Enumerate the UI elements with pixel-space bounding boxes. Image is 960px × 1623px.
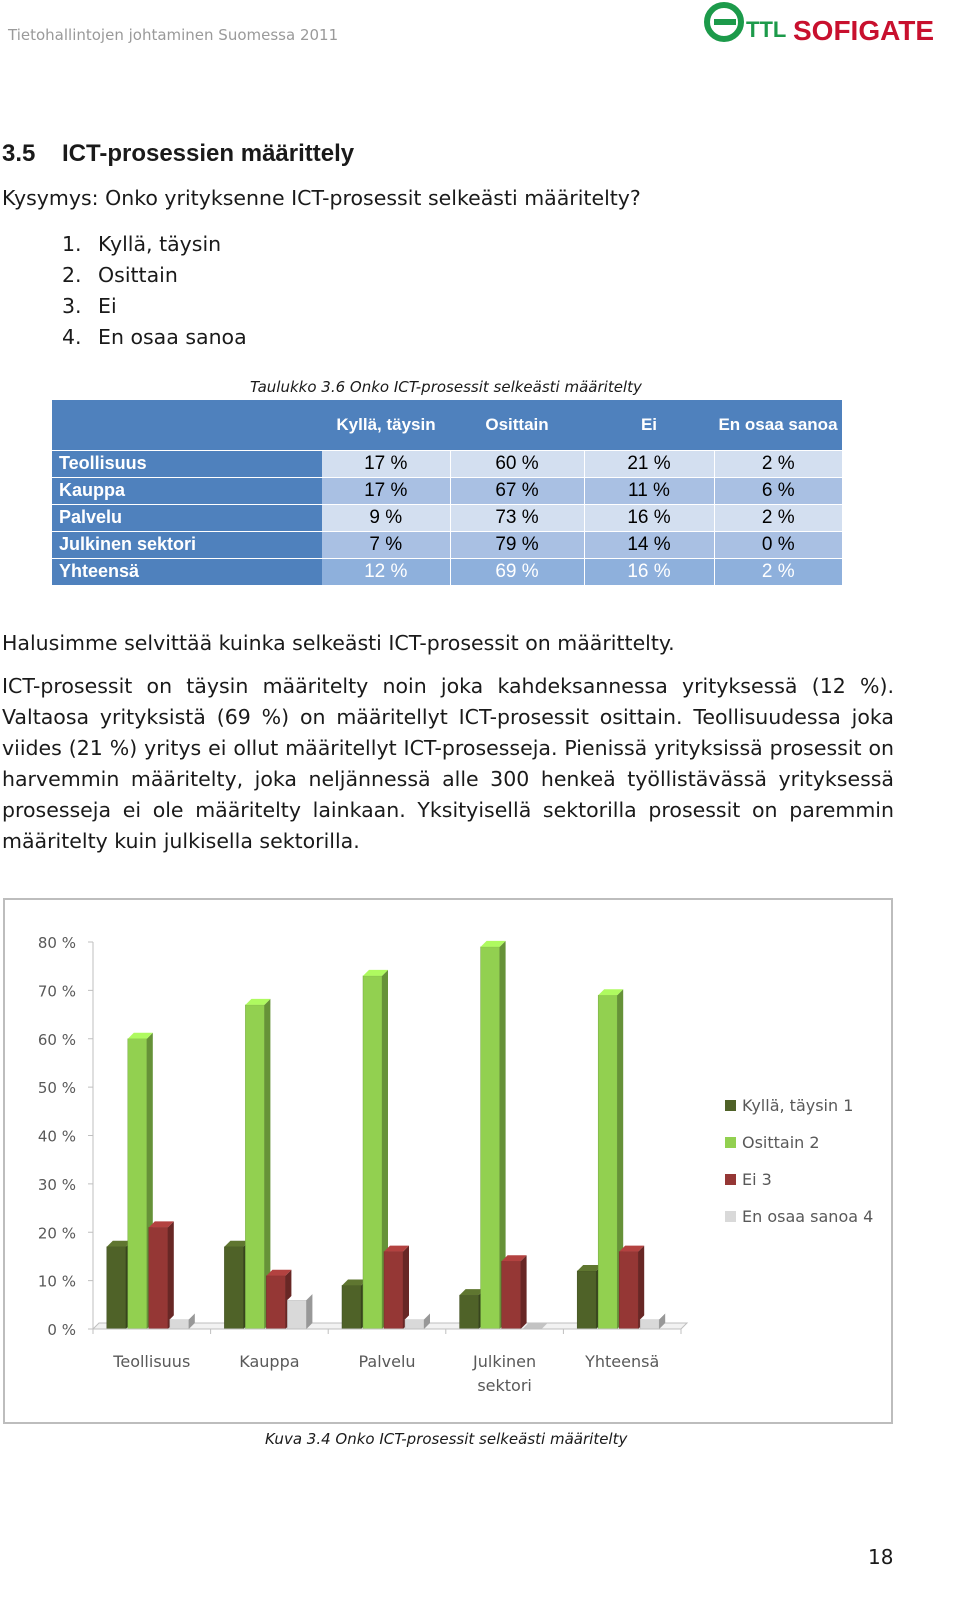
bar-front xyxy=(384,1252,403,1329)
page-number: 18 xyxy=(868,1545,894,1569)
table-cell: 7 % xyxy=(322,531,450,558)
bar-front xyxy=(170,1319,189,1329)
option-label: En osaa sanoa xyxy=(98,325,247,349)
bar-front xyxy=(266,1276,285,1329)
row-header: Teollisuus xyxy=(52,450,322,477)
table-cell: 16 % xyxy=(584,558,714,585)
answer-option xyxy=(62,230,247,261)
table-row xyxy=(52,477,842,504)
ttl-logo-text: TTL xyxy=(746,17,787,42)
table-cell: 11 % xyxy=(584,477,714,504)
x-category-label: sektori xyxy=(477,1376,532,1395)
section-title: ICT-prosessien määrittely xyxy=(62,140,355,167)
bar-front xyxy=(149,1227,168,1329)
bar-front xyxy=(245,1005,264,1329)
y-tick-label: 20 % xyxy=(37,1224,76,1243)
table-row xyxy=(52,450,842,477)
bar-front xyxy=(224,1247,243,1329)
table-cell: 2 % xyxy=(714,504,842,531)
row-header: Julkinen sektori xyxy=(52,531,322,558)
bar-front xyxy=(287,1300,306,1329)
table-cell: 0 % xyxy=(714,531,842,558)
table-row xyxy=(52,531,842,558)
legend-label: En osaa sanoa 4 xyxy=(742,1207,874,1226)
column-header: Osittain xyxy=(450,400,584,450)
option-number: 2. xyxy=(62,263,82,287)
option-label: Osittain xyxy=(98,263,178,287)
bar-side xyxy=(168,1221,174,1329)
table-cell: 16 % xyxy=(584,504,714,531)
bar-side xyxy=(306,1294,312,1329)
bar-front xyxy=(598,995,617,1329)
legend-swatch xyxy=(725,1100,736,1111)
legend-swatch xyxy=(725,1211,736,1222)
column-header: Kyllä, täysin xyxy=(322,400,450,450)
sofigate-logo-text: SOFIGATE xyxy=(793,15,935,46)
x-category-label: Yhteensä xyxy=(585,1352,660,1371)
table-cell: 21 % xyxy=(584,450,714,477)
x-category-label: Julkinen xyxy=(473,1352,537,1371)
table-cell: 60 % xyxy=(450,450,584,477)
legend-label: Ei 3 xyxy=(742,1170,772,1189)
option-number: 4. xyxy=(62,325,82,349)
legend-swatch xyxy=(725,1174,736,1185)
section-number: 3.5 xyxy=(2,140,36,167)
legend-label: Osittain 2 xyxy=(742,1133,820,1152)
running-header-title: Tietohallintojen johtaminen Suomessa 2011 xyxy=(8,26,339,44)
column-header: En osaa sanoa xyxy=(714,400,842,450)
x-category-label: Palvelu xyxy=(358,1352,416,1371)
row-header: Yhteensä xyxy=(52,558,322,585)
y-tick-label: 0 % xyxy=(47,1321,76,1339)
answer-option xyxy=(62,323,247,354)
legend-swatch xyxy=(725,1137,736,1148)
option-number: 3. xyxy=(62,294,82,318)
option-number: 1. xyxy=(62,232,82,256)
x-category-label: Teollisuus xyxy=(113,1352,191,1371)
y-tick-label: 60 % xyxy=(37,1030,76,1049)
table-cell: 2 % xyxy=(714,558,842,585)
bar-chart xyxy=(5,900,891,1422)
bar-front xyxy=(502,1261,521,1329)
bar-front xyxy=(577,1271,596,1329)
table-cell: 9 % xyxy=(322,504,450,531)
table-row xyxy=(52,504,842,531)
ttl-logo xyxy=(707,5,786,42)
column-header: Ei xyxy=(584,400,714,450)
bar-front xyxy=(481,947,500,1329)
answer-option xyxy=(62,292,247,323)
body-paragraph-findings: ICT-prosessit on täysin määritelty noin joka kahdeksannessa yrityksessä (12 %). Valtaosa yrityksistä (69 %) on määritellyt ICT-prosessit osittain. Teollisuudessa joka viides (21 %) yritys ei ollut määritellyt ICT-prosesseja. Pienissä yrityksissä prosessit on harvemmin määritelty, joka neljännessä alle 300 henkeä työllistävässä yrityksessä prosesseja ei ole määritelty lainkaan. Yksityisellä sektorilla prosessit on paremmin määritelty kuin julkisella sektorilla. xyxy=(2,674,894,853)
table-cell: 14 % xyxy=(584,531,714,558)
x-category-label: Kauppa xyxy=(239,1352,300,1371)
body-paragraph-intro: Halusimme selvittää kuinka selkeästi ICT-prosessit on määrittelty. xyxy=(2,631,675,655)
y-tick-label: 30 % xyxy=(37,1175,76,1194)
bar-front xyxy=(460,1295,479,1329)
bar-front xyxy=(619,1252,638,1329)
table-cell: 73 % xyxy=(450,504,584,531)
table-cell: 12 % xyxy=(322,558,450,585)
table-cell: 17 % xyxy=(322,450,450,477)
results-table xyxy=(52,400,842,585)
chart-frame xyxy=(3,898,893,1424)
bar-front xyxy=(640,1319,659,1329)
figure-caption: Kuva 3.4 Onko ICT-prosessit selkeästi määritelty xyxy=(265,1430,628,1448)
section-heading xyxy=(2,140,354,168)
bar-front xyxy=(128,1039,147,1329)
table-cell: 6 % xyxy=(714,477,842,504)
survey-question: Kysymys: Onko yrityksenne ICT-prosessit selkeästi määritelty? xyxy=(2,186,641,210)
table-cell: 17 % xyxy=(322,477,450,504)
bar-front xyxy=(405,1319,424,1329)
bar-front xyxy=(342,1285,361,1329)
y-tick-label: 80 % xyxy=(37,934,76,952)
option-label: Ei xyxy=(98,294,117,318)
answer-option xyxy=(62,261,247,292)
row-header: Palvelu xyxy=(52,504,322,531)
y-tick-label: 50 % xyxy=(37,1079,76,1098)
row-header: Kauppa xyxy=(52,477,322,504)
option-label: Kyllä, täysin xyxy=(98,232,222,256)
bar-side xyxy=(521,1255,527,1329)
legend-label: Kyllä, täysin 1 xyxy=(742,1096,854,1115)
table-cell: 67 % xyxy=(450,477,584,504)
table-corner-cell xyxy=(52,400,322,450)
publisher-logos xyxy=(700,0,960,54)
table-header-row xyxy=(52,400,842,450)
table-total-row xyxy=(52,558,842,585)
table-caption: Taulukko 3.6 Onko ICT-prosessit selkeästi määritelty xyxy=(250,378,642,396)
table-cell: 79 % xyxy=(450,531,584,558)
y-tick-label: 70 % xyxy=(37,982,76,1001)
bar-front xyxy=(107,1247,126,1329)
table-cell: 69 % xyxy=(450,558,584,585)
bar-front xyxy=(363,976,382,1329)
answer-options-list xyxy=(62,230,247,354)
y-tick-label: 10 % xyxy=(37,1272,76,1291)
y-tick-label: 40 % xyxy=(37,1127,76,1146)
table-cell: 2 % xyxy=(714,450,842,477)
